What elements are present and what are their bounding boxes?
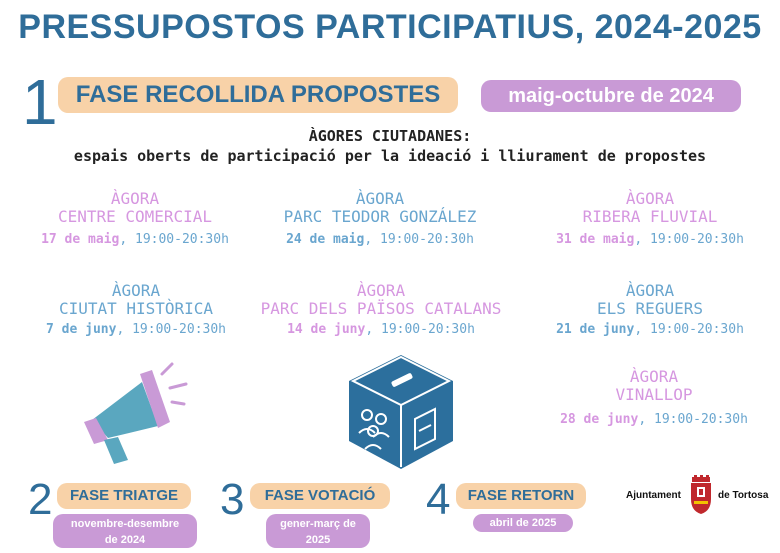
phase-4-dates: abril de 2025 xyxy=(473,514,573,532)
agora-date: 7 de juny xyxy=(45,322,117,337)
agora-ciutat-historica xyxy=(26,282,246,337)
agora-label: ÀGORA xyxy=(625,281,675,300)
agora-time: , 19:00-20:30h xyxy=(638,412,748,427)
agora-label: ÀGORA xyxy=(356,281,406,300)
agora-label: ÀGORA xyxy=(629,367,679,386)
agora-time: , 19:00-20:30h xyxy=(116,322,227,337)
phase-2-label: FASE TRIATGE xyxy=(57,483,191,509)
phase-2-number: 2 xyxy=(28,475,53,524)
phase-3-number: 3 xyxy=(220,475,245,524)
agora-name: VINALLOP xyxy=(615,385,693,404)
agora-label: ÀGORA xyxy=(111,281,161,300)
agores-heading: ÀGORES CIUTADANES: xyxy=(308,127,472,145)
agora-centre-comercial xyxy=(30,190,240,247)
phase-2-dates-line1: novembre-desembre xyxy=(70,518,180,530)
agora-label: ÀGORA xyxy=(110,189,160,208)
phase-3-label: FASE VOTACIÓ xyxy=(250,483,390,509)
agora-date: 31 de maig xyxy=(556,232,635,247)
agora-parc-teodor-gonzalez xyxy=(268,190,492,247)
phase-3-dates-line1: gener-març de xyxy=(280,518,356,530)
agora-name: CENTRE COMERCIAL xyxy=(57,207,213,226)
agora-date: 21 de juny xyxy=(556,322,635,337)
phase-1-label: FASE RECOLLIDA PROPOSTES xyxy=(58,77,458,113)
agora-time: , 19:00-20:30h xyxy=(365,322,475,337)
agora-time: , 19:00-20:30h xyxy=(634,322,744,337)
agora-name: PARC TEODOR GONZÁLEZ xyxy=(283,207,477,226)
agora-name: ELS REGUERS xyxy=(597,299,703,318)
megaphone-icon xyxy=(78,360,198,465)
phase-3-dates xyxy=(266,514,370,548)
agora-time: , 19:00-20:30h xyxy=(634,232,744,247)
agora-time: , 19:00-20:30h xyxy=(364,232,474,247)
phase-2-dates-line2: de 2024 xyxy=(104,534,146,546)
agora-vinallop xyxy=(544,368,764,427)
agora-date: 24 de maig xyxy=(286,232,365,247)
agora-name: CIUTAT HISTÒRICA xyxy=(58,299,214,318)
phase-1-number: 1 xyxy=(22,66,58,138)
page-title: PRESSUPOSTOS PARTICIPATIUS, 2024-2025 xyxy=(18,8,762,46)
agora-date: 17 de maig xyxy=(41,232,120,247)
agora-label: ÀGORA xyxy=(625,189,675,208)
agora-name: PARC DELS PAÏSOS CATALANS xyxy=(260,299,502,318)
agora-name: RIBERA FLUVIAL xyxy=(582,207,718,226)
phase-4-number: 4 xyxy=(426,475,451,524)
agora-date: 14 de juny xyxy=(287,322,366,337)
agora-parc-paisos-catalans xyxy=(258,282,504,337)
agora-label: ÀGORA xyxy=(355,189,405,208)
ballot-box-icon xyxy=(345,353,457,471)
agores-subheading: espais oberts de participació per la ideació i lliurament de propostes xyxy=(73,147,707,165)
tortosa-crest-icon xyxy=(688,475,714,515)
agora-time: , 19:00-20:30h xyxy=(119,232,229,247)
agora-ribera-fluvial xyxy=(540,190,760,247)
phase-4-label: FASE RETORN xyxy=(456,483,586,509)
logo-text-right: de Tortosa xyxy=(718,490,769,501)
agora-date: 28 de juny xyxy=(560,412,639,427)
logo-text-left: Ajuntament xyxy=(626,490,681,501)
phase-1-dates: maig-octubre de 2024 xyxy=(481,80,741,112)
phase-3-dates-line2: 2025 xyxy=(305,534,331,546)
agora-els-reguers xyxy=(540,282,760,337)
phase-2-dates xyxy=(53,514,197,548)
